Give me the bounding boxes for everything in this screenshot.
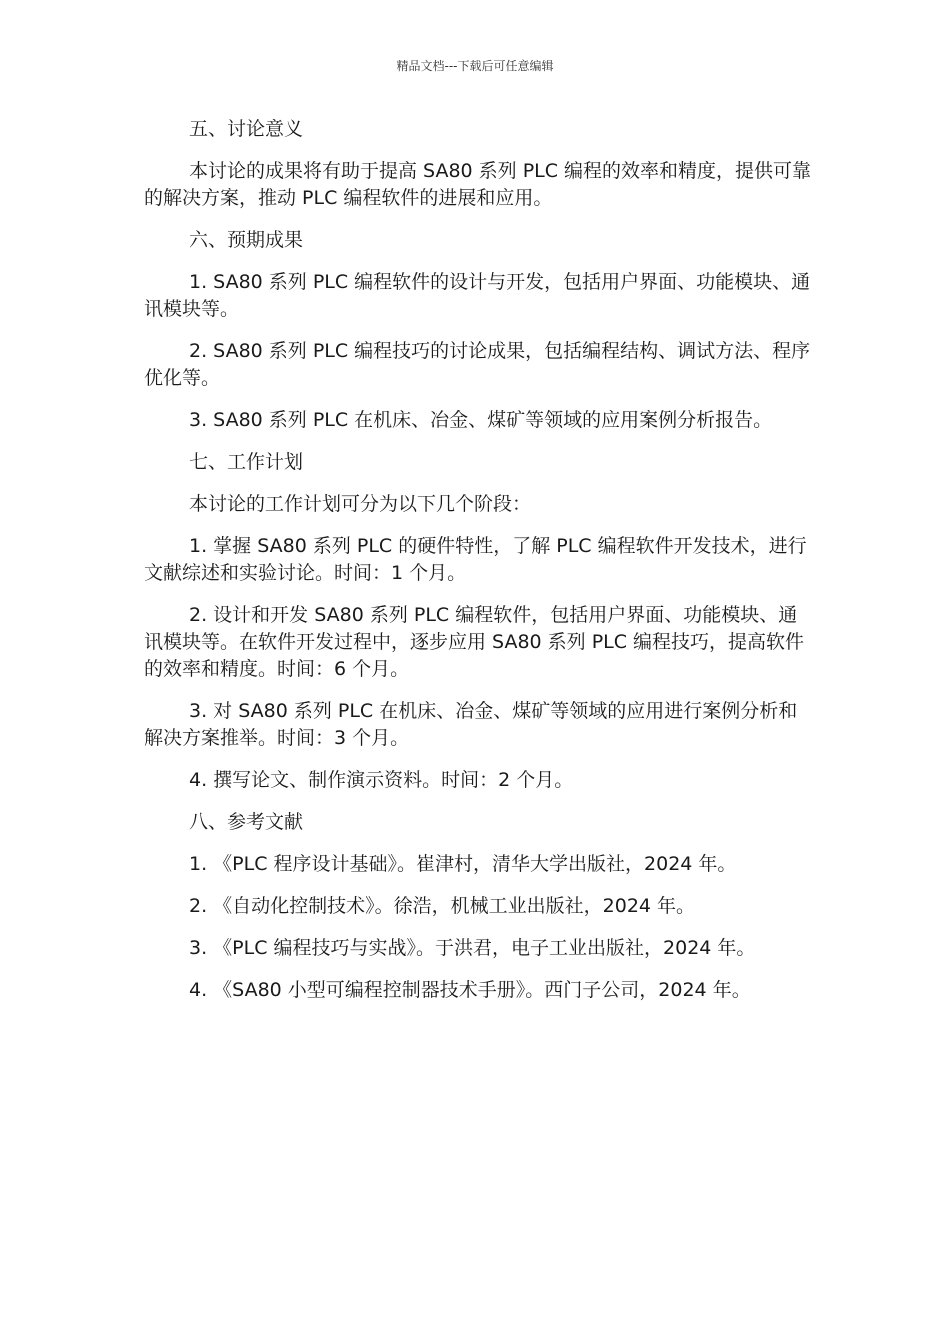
page-header: 精品文档---下载后可任意编辑 (396, 59, 554, 73)
significance-paragraph: 本讨论的成果将有助于提高 SA80 系列 PLC 编程的效率和精度，提供可靠的解决方案，推动 PLC 编程软件的进展和应用。 (144, 160, 812, 209)
section-title-work-plan: 七、工作计划 (189, 451, 304, 473)
reference-item: 2. 《自动化控制技术》。徐浩，机械工业出版社，2024 年。 (189, 895, 696, 917)
section-title-expected-results: 六、预期成果 (189, 229, 304, 251)
work-plan-item: 4. 撰写论文、制作演示资料。时间：2 个月。 (189, 769, 574, 791)
expected-result-item: 3. SA80 系列 PLC 在机床、冶金、煤矿等领域的应用案例分析报告。 (189, 409, 773, 431)
expected-result-item: 2. SA80 系列 PLC 编程技巧的讨论成果，包括编程结构、调试方法、程序优化等。 (144, 340, 811, 389)
work-plan-intro: 本讨论的工作计划可分为以下几个阶段： (189, 493, 532, 515)
section-title-references: 八、参考文献 (189, 811, 304, 833)
expected-result-item: 1. SA80 系列 PLC 编程软件的设计与开发，包括用户界面、功能模块、通讯模块等。 (144, 271, 811, 320)
reference-item: 4. 《SA80 小型可编程控制器技术手册》。西门子公司，2024 年。 (189, 979, 751, 1001)
work-plan-item: 3. 对 SA80 系列 PLC 在机床、冶金、煤矿等领域的应用进行案例分析和解决方案推举。时间：3 个月。 (144, 700, 798, 749)
work-plan-item: 2. 设计和开发 SA80 系列 PLC 编程软件，包括用户界面、功能模块、通讯模块等。在软件开发过程中，逐步应用 SA80 系列 PLC 编程技巧，提高软件的效率和精度。时间：6 个月。 (144, 604, 805, 680)
section-title-significance: 五、讨论意义 (189, 118, 304, 140)
reference-item: 3. 《PLC 编程技巧与实战》。于洪君，电子工业出版社，2024 年。 (189, 937, 756, 959)
document-body (144, 116, 814, 1019)
work-plan-item: 1. 掌握 SA80 系列 PLC 的硬件特性，了解 PLC 编程软件开发技术，进行文献综述和实验讨论。时间：1 个月。 (144, 535, 807, 584)
reference-item: 1. 《PLC 程序设计基础》。崔津村，清华大学出版社，2024 年。 (189, 853, 737, 875)
